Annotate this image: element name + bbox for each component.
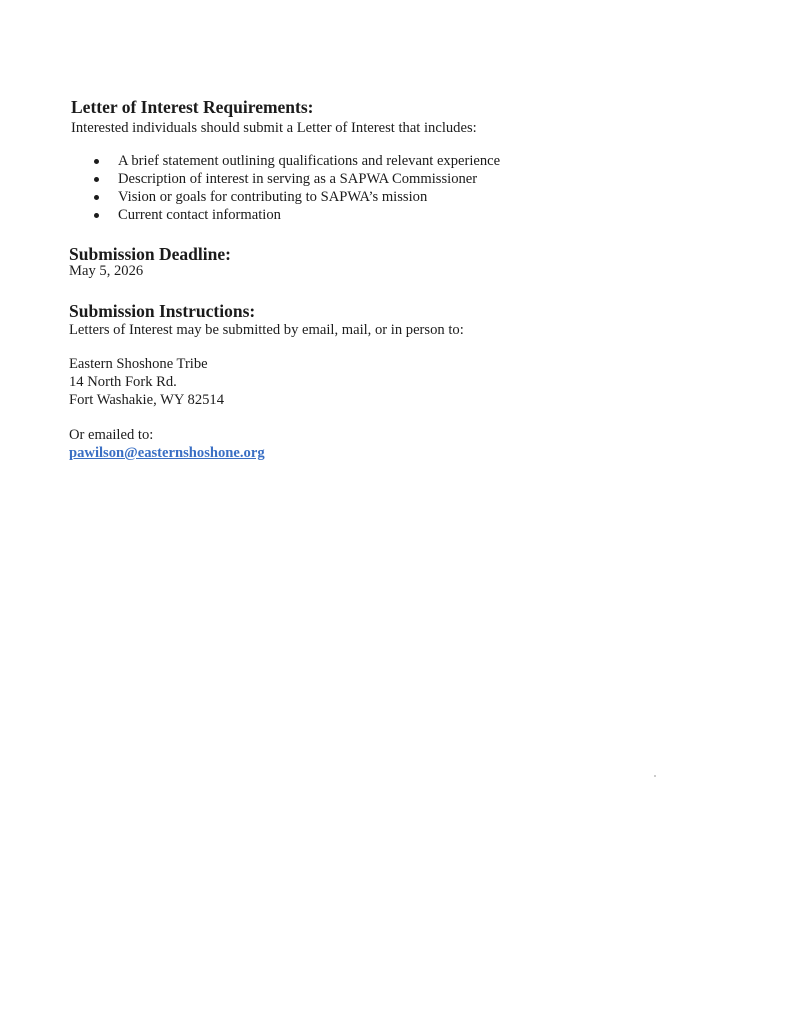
- address-line-2: 14 North Fork Rd.: [69, 374, 177, 390]
- address-line-3: Fort Washakie, WY 82514: [69, 392, 225, 408]
- requirements-intro: Interested individuals should submit a Letter of Interest that includes:: [71, 120, 477, 136]
- deadline-heading: Submission Deadline:: [69, 244, 231, 264]
- requirements-heading: Letter of Interest Requirements:: [71, 97, 314, 117]
- scan-speck: [654, 775, 656, 777]
- deadline-date: May 5, 2026: [69, 263, 144, 279]
- address-line-1: Eastern Shoshone Tribe: [69, 356, 208, 372]
- bullet-icon: [94, 213, 99, 218]
- instructions-intro: Letters of Interest may be submitted by email, mail, or in person to:: [69, 322, 464, 338]
- list-item-text: A brief statement outlining qualifications and relevant experience: [118, 153, 501, 169]
- list-item-text: Current contact information: [118, 207, 281, 223]
- bullet-icon: [94, 177, 99, 182]
- bullet-icon: [94, 195, 99, 200]
- email-intro: Or emailed to:: [69, 427, 154, 443]
- email-link[interactable]: pawilson@easternshoshone.org: [69, 445, 265, 461]
- bullet-icon: [94, 159, 99, 164]
- instructions-heading: Submission Instructions:: [69, 301, 256, 321]
- list-item-text: Description of interest in serving as a SAPWA Commissioner: [118, 171, 478, 187]
- list-item-text: Vision or goals for contributing to SAPWA’s mission: [118, 189, 428, 205]
